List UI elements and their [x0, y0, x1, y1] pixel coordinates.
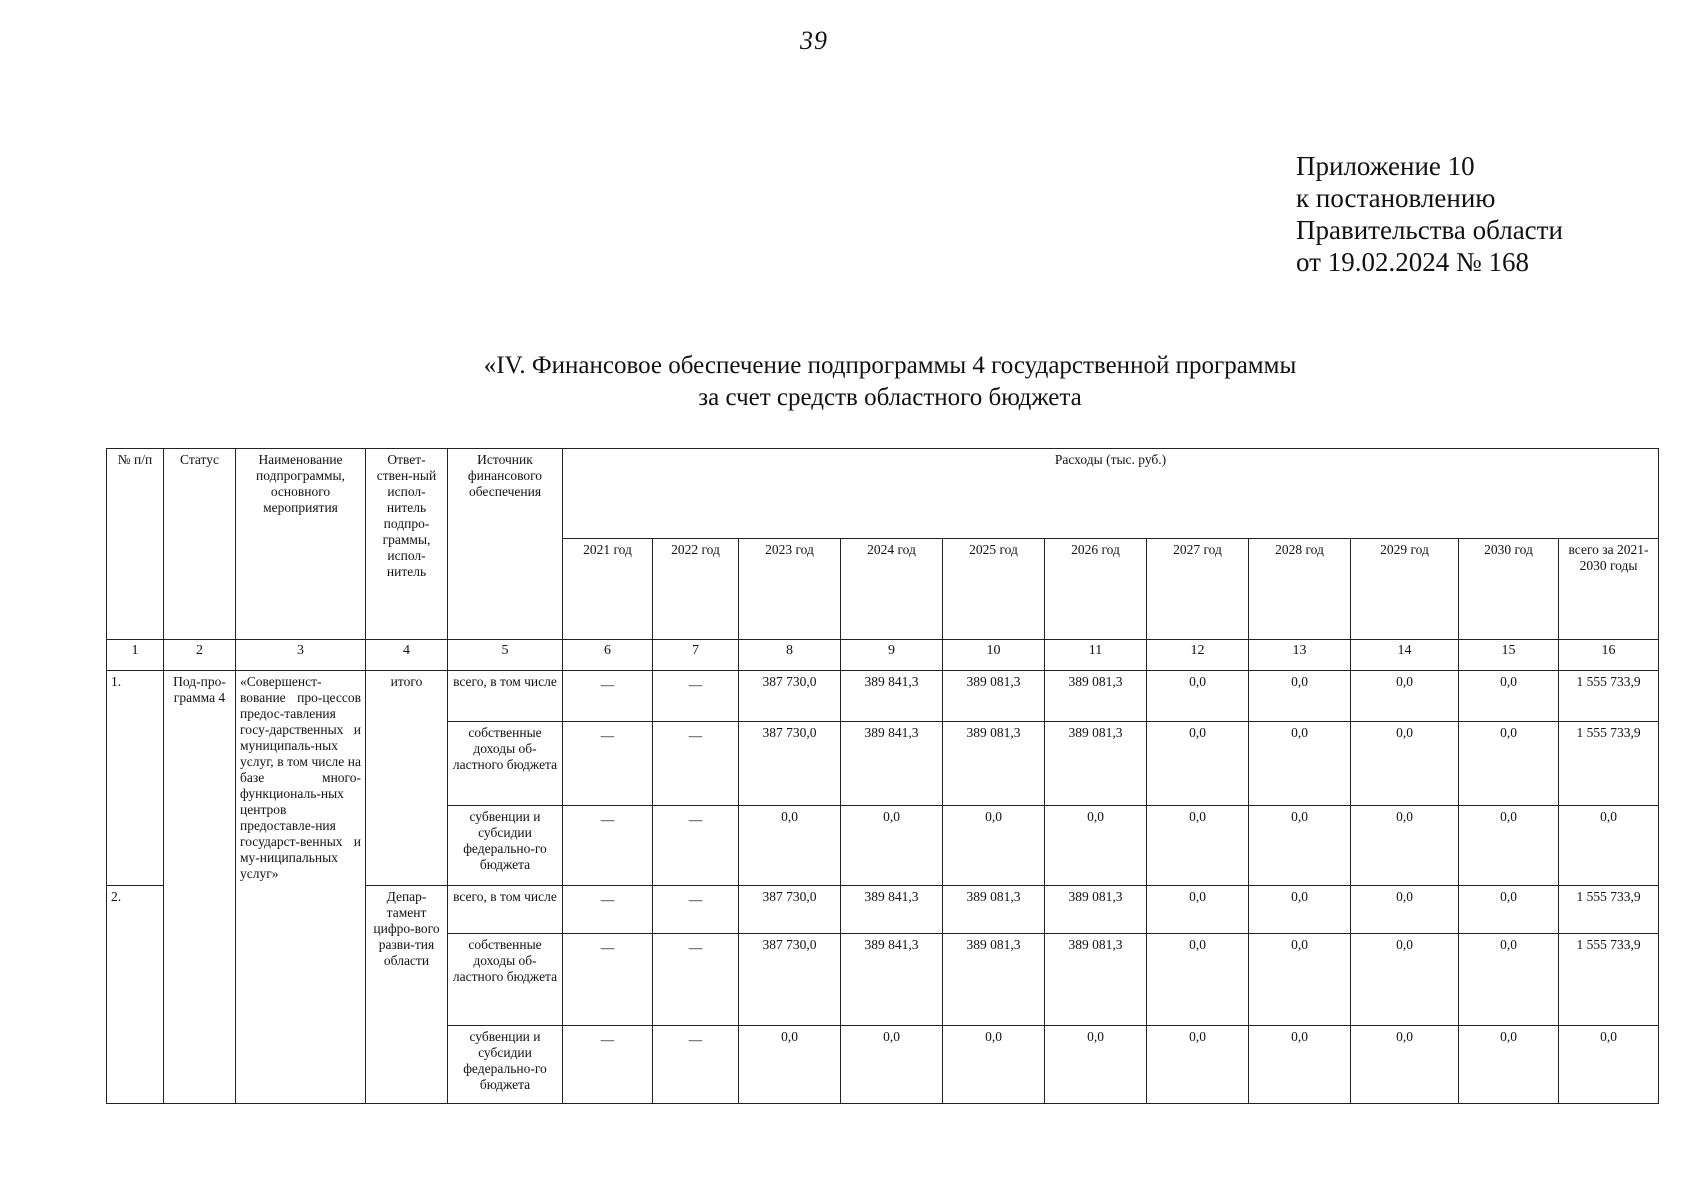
- row-source: субвенции и субсидии федерально-го бюджета: [448, 1025, 563, 1103]
- col-number: 1: [107, 639, 164, 670]
- value-cell: 0,0: [1045, 806, 1147, 886]
- col-number: 11: [1045, 639, 1147, 670]
- value-cell: —: [563, 933, 653, 1025]
- header-name: Наименование подпрограммы, основного мероприятия: [236, 449, 366, 640]
- value-cell: —: [563, 670, 653, 721]
- value-cell: 0,0: [1459, 722, 1559, 806]
- row-source: субвенции и субсидии федерально-го бюджета: [448, 806, 563, 886]
- value-cell: 1 555 733,9: [1559, 933, 1659, 1025]
- value-cell: 389 081,3: [1045, 886, 1147, 933]
- value-cell: 0,0: [739, 1025, 841, 1103]
- value-cell: 0,0: [1249, 886, 1351, 933]
- header-year: 2029 год: [1351, 539, 1459, 640]
- header-year: 2026 год: [1045, 539, 1147, 640]
- col-number: 4: [366, 639, 448, 670]
- col-number: 16: [1559, 639, 1659, 670]
- value-cell: 387 730,0: [739, 886, 841, 933]
- value-cell: 387 730,0: [739, 722, 841, 806]
- col-number: 2: [164, 639, 236, 670]
- value-cell: 0,0: [1147, 1025, 1249, 1103]
- header-year-total: всего за 2021-2030 годы: [1559, 539, 1659, 640]
- value-cell: 0,0: [1147, 933, 1249, 1025]
- value-cell: —: [653, 1025, 739, 1103]
- appendix-line: Приложение 10: [1296, 151, 1475, 181]
- header-year: 2022 год: [653, 539, 739, 640]
- col-number: 5: [448, 639, 563, 670]
- value-cell: 0,0: [1351, 886, 1459, 933]
- value-cell: 0,0: [1147, 806, 1249, 886]
- header-year: 2023 год: [739, 539, 841, 640]
- value-cell: —: [563, 1025, 653, 1103]
- value-cell: 389 081,3: [943, 722, 1045, 806]
- value-cell: 0,0: [1249, 933, 1351, 1025]
- value-cell: 389 081,3: [1045, 722, 1147, 806]
- value-cell: 0,0: [1249, 1025, 1351, 1103]
- title-line: «IV. Финансовое обеспечение подпрограммы 4 государственной программы: [483, 352, 1297, 379]
- value-cell: 1 555 733,9: [1559, 886, 1659, 933]
- value-cell: 0,0: [1559, 1025, 1659, 1103]
- value-cell: 389 081,3: [1045, 670, 1147, 721]
- header-source: Источник финансового обеспечения: [448, 449, 563, 640]
- value-cell: 389 081,3: [1045, 933, 1147, 1025]
- value-cell: 0,0: [943, 1025, 1045, 1103]
- value-cell: 389 841,3: [841, 722, 943, 806]
- header-status: Статус: [164, 449, 236, 640]
- value-cell: 0,0: [1249, 722, 1351, 806]
- value-cell: 0,0: [1351, 1025, 1459, 1103]
- row-number: 2.: [107, 886, 164, 1104]
- value-cell: —: [653, 886, 739, 933]
- value-cell: 0,0: [1459, 886, 1559, 933]
- col-number: 3: [236, 639, 366, 670]
- value-cell: 0,0: [841, 1025, 943, 1103]
- value-cell: 0,0: [1559, 806, 1659, 886]
- value-cell: —: [653, 806, 739, 886]
- row-source: всего, в том числе: [448, 886, 563, 933]
- value-cell: —: [563, 886, 653, 933]
- col-number: 10: [943, 639, 1045, 670]
- value-cell: 0,0: [1459, 1025, 1559, 1103]
- value-cell: —: [653, 722, 739, 806]
- row-status: Под-про-грамма 4: [164, 670, 236, 1103]
- value-cell: 0,0: [1459, 933, 1559, 1025]
- col-number: 12: [1147, 639, 1249, 670]
- header-executor: Ответ-ствен-ный испол-нитель подпро-граммы, испол-нитель: [366, 449, 448, 640]
- value-cell: 0,0: [1249, 806, 1351, 886]
- header-year: 2021 год: [563, 539, 653, 640]
- value-cell: 387 730,0: [739, 933, 841, 1025]
- appendix-line: Правительства области: [1296, 215, 1563, 245]
- value-cell: 0,0: [1459, 670, 1559, 721]
- value-cell: 0,0: [1351, 670, 1459, 721]
- row-source: собственные доходы об-ластного бюджета: [448, 722, 563, 806]
- value-cell: 389 081,3: [943, 886, 1045, 933]
- document-title: [340, 350, 1440, 414]
- row-executor-total: итого: [366, 670, 448, 886]
- value-cell: 0,0: [943, 806, 1045, 886]
- value-cell: 0,0: [1351, 722, 1459, 806]
- value-cell: 389 841,3: [841, 886, 943, 933]
- page-number: 39: [800, 26, 828, 55]
- col-number: 15: [1459, 639, 1559, 670]
- col-number: 9: [841, 639, 943, 670]
- row-name: «Совершенст-вование про-цессов предос-тавления госу-дарственных и муниципаль-ных услуг, в том числе на базе много-функциональ-ных центров предоставле-ния государст-венных и му-ниципальных услуг»: [236, 670, 366, 1103]
- header-year: 2028 год: [1249, 539, 1351, 640]
- value-cell: 389 841,3: [841, 670, 943, 721]
- value-cell: 0,0: [739, 806, 841, 886]
- value-cell: 0,0: [1249, 670, 1351, 721]
- row-executor-dept: Депар-тамент цифро-вого разви-тия области: [366, 886, 448, 1104]
- value-cell: —: [563, 806, 653, 886]
- col-number: 7: [653, 639, 739, 670]
- value-cell: 0,0: [1147, 670, 1249, 721]
- col-number: 8: [739, 639, 841, 670]
- col-number: 14: [1351, 639, 1459, 670]
- header-expenses: Расходы (тыс. руб.): [563, 449, 1659, 539]
- value-cell: 389 841,3: [841, 933, 943, 1025]
- header-year: 2027 год: [1147, 539, 1249, 640]
- value-cell: —: [653, 670, 739, 721]
- row-source: всего, в том числе: [448, 670, 563, 721]
- value-cell: 0,0: [1351, 933, 1459, 1025]
- row-number: 1.: [107, 670, 164, 886]
- value-cell: 389 081,3: [943, 933, 1045, 1025]
- value-cell: 387 730,0: [739, 670, 841, 721]
- value-cell: 0,0: [1459, 806, 1559, 886]
- value-cell: 0,0: [1147, 722, 1249, 806]
- value-cell: 0,0: [1147, 886, 1249, 933]
- row-source: собственные доходы об-ластного бюджета: [448, 933, 563, 1025]
- value-cell: 0,0: [1045, 1025, 1147, 1103]
- header-year: 2030 год: [1459, 539, 1559, 640]
- col-number: 13: [1249, 639, 1351, 670]
- table-row: [107, 670, 1659, 721]
- header-year: 2024 год: [841, 539, 943, 640]
- title-line: за счет средств областного бюджета: [698, 384, 1082, 411]
- header-year: 2025 год: [943, 539, 1045, 640]
- value-cell: —: [653, 933, 739, 1025]
- value-cell: —: [563, 722, 653, 806]
- value-cell: 0,0: [1351, 806, 1459, 886]
- value-cell: 1 555 733,9: [1559, 722, 1659, 806]
- financing-table: [106, 448, 1659, 1104]
- appendix-line: от 19.02.2024 № 168: [1296, 247, 1529, 277]
- value-cell: 0,0: [841, 806, 943, 886]
- header-num: № п/п: [107, 449, 164, 640]
- appendix-block: [1296, 150, 1563, 278]
- value-cell: 389 081,3: [943, 670, 1045, 721]
- value-cell: 1 555 733,9: [1559, 670, 1659, 721]
- col-number: 6: [563, 639, 653, 670]
- appendix-line: к постановлению: [1296, 183, 1496, 213]
